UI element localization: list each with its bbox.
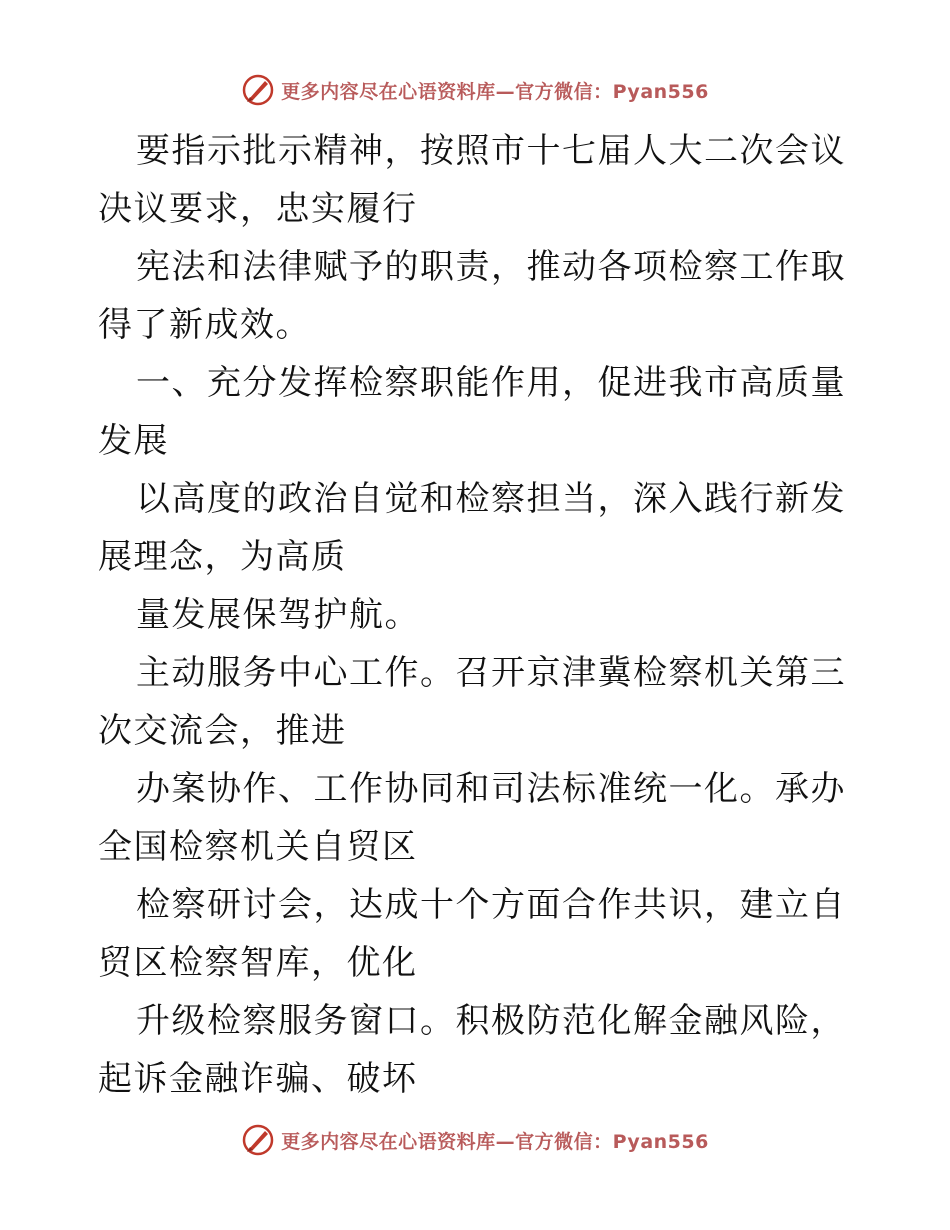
paragraph-1: 要指示批示精神，按照市十七届人大二次会议决议要求，忠实履行 — [98, 131, 846, 229]
header-banner — [0, 70, 950, 110]
footer-banner-text: 更多内容尽在心语资料库—官方微信：Pyan556 — [281, 1130, 709, 1153]
paragraph-2: 宪法和法律赋予的职责，推动各项检察工作取得了新成效。 — [98, 247, 846, 345]
footer-banner — [0, 1120, 950, 1160]
paragraph-6: 办案协作、工作协同和司法标准统一化。承办全国检察机关自贸区 — [98, 769, 846, 867]
paragraph-7: 检察研讨会，达成十个方面合作共识，建立自贸区检察智库，优化 — [98, 885, 846, 983]
paragraph-3: 以高度的政治自觉和检察担当，深入践行新发展理念，为高质 — [98, 479, 846, 577]
document-body — [98, 122, 858, 1108]
paragraph-4: 量发展保驾护航。 — [136, 595, 420, 635]
section-heading: 一、充分发挥检察职能作用，促进我市高质量发展 — [98, 363, 846, 461]
header-banner-text: 更多内容尽在心语资料库—官方微信：Pyan556 — [281, 80, 709, 103]
paragraph-8: 升级检察服务窗口。积极防范化解金融风险，起诉金融诈骗、破坏 — [98, 1001, 846, 1099]
pen-logo-icon — [241, 1123, 275, 1157]
paragraph-5: 主动服务中心工作。召开京津冀检察机关第三次交流会，推进 — [98, 653, 846, 751]
pen-logo-icon — [241, 73, 275, 107]
